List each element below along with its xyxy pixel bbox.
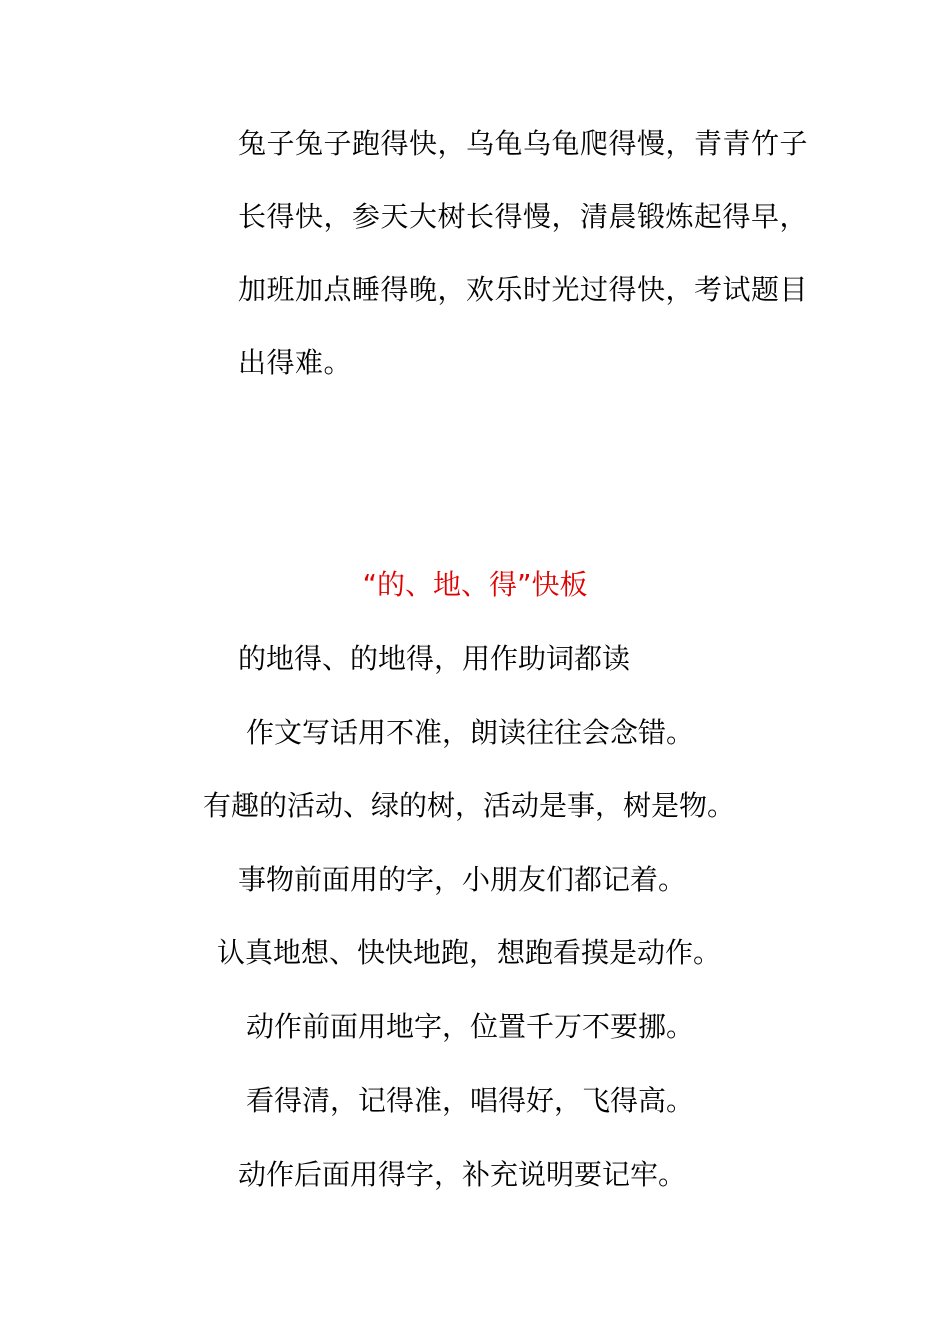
poem-line: 的地得、的地得，用作助词都读 <box>238 642 631 675</box>
poem-line: 有趣的活动、绿的树，活动是事，树是物。 <box>203 789 736 822</box>
poem-line: 看得清，记得准，唱得好，飞得高。 <box>246 1084 695 1117</box>
poem-line: 动作前面用地字，位置千万不要挪。 <box>246 1010 695 1043</box>
paragraph-line: 长得快，参天大树长得慢，清晨锻炼起得早， <box>238 200 809 233</box>
poem-line: 作文写话用不准，朗读往往会念错。 <box>246 716 695 749</box>
poem-line: 事物前面用的字，小朋友们都记着。 <box>238 863 687 896</box>
paragraph-line: 兔子兔子跑得快，乌龟乌龟爬得慢，青青竹子 <box>238 127 809 160</box>
poem-title: “的、地、得”快板 <box>362 568 588 601</box>
poem-line: 认真地想、快快地跑，想跑看摸是动作。 <box>217 936 722 969</box>
poem-line: 动作后面用得字，补充说明要记牢。 <box>238 1158 687 1191</box>
paragraph-line: 出得难。 <box>238 346 353 379</box>
paragraph-line: 加班加点睡得晚，欢乐时光过得快，考试题目 <box>238 273 809 306</box>
